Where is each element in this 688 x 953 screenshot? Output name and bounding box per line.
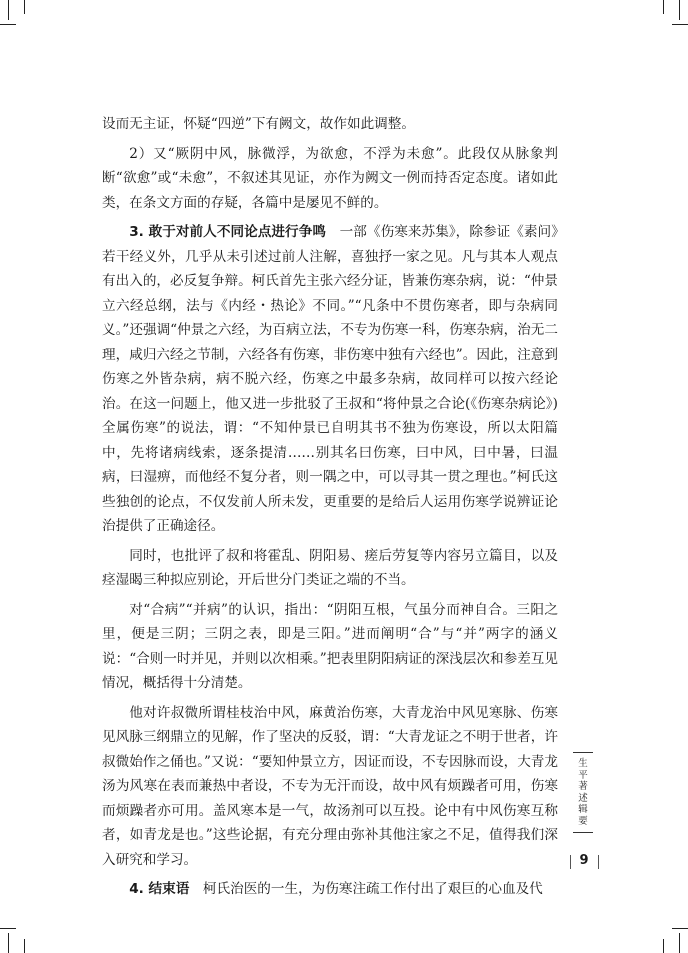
paragraph <box>102 142 558 216</box>
paragraph-text: 同时，也批评了叔和将霍乱、阴阳易、瘥后劳复等内容另立篇目，以及痉湿暍三种拟应别论，开后世分门类证之端的不当。 <box>102 547 558 588</box>
crop-mark <box>663 0 664 14</box>
crop-mark <box>672 24 688 25</box>
crop-mark <box>8 933 9 953</box>
crop-mark <box>663 939 664 953</box>
page-number-bar <box>570 855 571 869</box>
paragraph-text: 对“合病”“并病”的认识，指出：“阴阳互根，气虽分而神自合。三阳之里，便是三阴；三阴之表，即是三阳。”进而阐明“合”与“并”两字的涵义说：“合则一时并见，并则以次相乘。”把表里阴阳病证的深浅层次和参差互见情况，概括得十分清楚。 <box>102 601 558 691</box>
paragraph <box>102 112 558 137</box>
crop-mark <box>8 0 9 20</box>
paragraph <box>102 701 558 873</box>
crop-mark <box>24 939 25 953</box>
page-body <box>102 112 558 907</box>
page-number: 9 <box>579 853 589 868</box>
paragraph-text: 2）又“厥阴中风，脉微浮，为欲愈，不浮为未愈”。此段仅从脉象判断“欲愈”或“未愈”，不叙述其见证，亦作为阙文一例而持否定态度。诸如此类，在条文方面的存疑，各篇中是屡见不鲜的。 <box>102 145 558 211</box>
paragraph <box>102 544 558 593</box>
side-tab-rule <box>573 832 593 833</box>
section-heading: 3. 敢于对前人不同论点进行争鸣 <box>129 224 327 240</box>
crop-mark <box>679 933 680 953</box>
section-paragraph <box>102 220 558 539</box>
paragraph-text: 他对许叔微所谓桂枝治中风，麻黄治伤寒，大青龙治中风见寒脉、伤寒见风脉三纲鼎立的见解，作了坚决的反驳，谓：“大青龙证之不明于世者，许叔微始作之俑也。”又说：“要知仲景立方，因证而设，不专因脉而设，大青龙汤为风寒在表而兼热中者设，不专为无汗而设，故中风有烦躁者可用，伤寒而烦躁者亦可用。盖风寒本是一气，故汤剂可以互投。论中有中风伤寒互称者，如青龙是也。”这些论据，有充分理由弥补其他注家之不足，值得我们深入研究和学习。 <box>102 704 558 868</box>
side-tab-rule <box>573 752 593 753</box>
paragraph-text: 一部《伤寒来苏集》，除参证《素问》若干经义外，几乎从未引述过前人注解，喜独抒一家之见。凡与其本人观点有出入的，必反复争辩。柯氏首先主张六经分证，皆兼伤寒杂病，说：“仲景立六经总纲，法与《内经・热论》不同。”“凡条中不贯伤寒者，即与杂病同义。”还强调“仲景之六经，为百病立法，不专为伤寒一科，伤寒杂病，治无二理，咸归六经之节制，六经各有伤寒，非伤寒中独有六经也”。因此，注意到伤寒之外皆杂病，病不脱六经，伤寒之中最多杂病，故同样可以按六经论治。在这一问题上，他又进一步批驳了王叔和“将仲景之合论(《伤寒杂病论》)全属伤寒”的说法，谓：“不知仲景已自明其书不独为伤寒设，所以太阳篇中，先将诸病线索，逐条提清……别其名曰伤寒，曰中风，曰中暑，曰温病，曰湿痹，而他经不复分者，则一隅之中，可以寻其一贯之理也。”柯氏这些独创的论点，不仅发前人所未发，更重要的是给后人运用伤寒学说辨证论治提供了正确途径。 <box>102 224 559 534</box>
section-paragraph <box>102 877 558 902</box>
crop-mark <box>24 0 25 14</box>
crop-mark <box>679 0 680 20</box>
section-heading: 4. 结束语 <box>129 881 190 897</box>
paragraph-text: 设而无主证，怀疑“四逆”下有阙文，故作如此调整。 <box>102 116 415 132</box>
page-number-bar <box>598 855 599 869</box>
crop-mark <box>672 928 688 929</box>
crop-mark <box>0 24 16 25</box>
side-tab-label: 生平著述辑要 <box>578 758 588 827</box>
paragraph-text: 柯氏治医的一生，为伤寒注疏工作付出了艰巨的心血及代 <box>189 881 543 897</box>
crop-mark <box>0 928 16 929</box>
paragraph <box>102 598 558 696</box>
